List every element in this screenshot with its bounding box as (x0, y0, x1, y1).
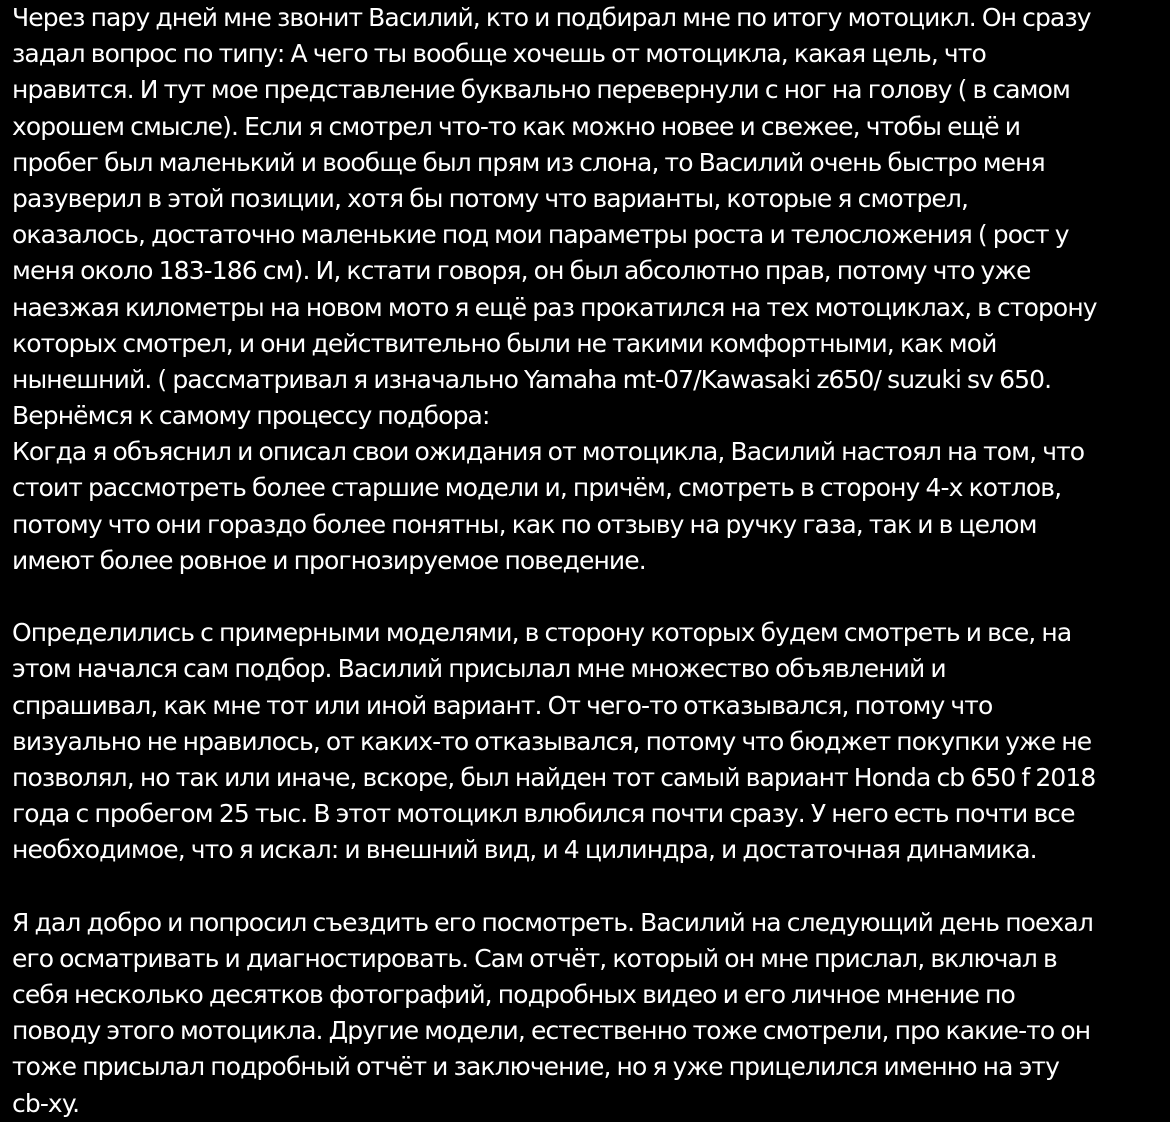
text-line: Вернёмся к самому процессу подбора: (12, 401, 490, 431)
text-line: задал вопрос по типу: А чего ты вообще хочешь от мотоцикла, какая цель, что (12, 39, 986, 69)
paragraph-gap (12, 579, 1164, 615)
text-line: пробег был маленький и вообще был прям из слона, то Василий очень быстро меня (12, 147, 1045, 177)
paragraph-gap (12, 869, 1164, 905)
text-line: поводу этого мотоцикла. Другие модели, естественно тоже смотрели, про какие-то он (12, 1016, 1091, 1046)
text-line: тоже присылал подробный отчёт и заключение, но я уже прицелился именно на эту (12, 1052, 1059, 1082)
text-line: необходимое, что я искал: и внешний вид, и 4 цилиндра, и достаточная динамика. (12, 835, 1037, 865)
text-line: позволял, но так или иначе, вскоре, был найден тот самый вариант Honda cb 650 f 2018 (12, 762, 1096, 792)
paragraph-2 (12, 615, 1164, 868)
text-line: Через пару дней мне звонит Василий, кто и подбирал мне по итогу мотоцикл. Он сразу (12, 3, 1091, 32)
text-line: Определились с примерными моделями, в сторону которых будем смотреть и все, на (12, 618, 1072, 648)
text-line: нравится. И тут мое представление буквально перевернули с ног на голову ( в самом (12, 75, 1070, 105)
paragraph-1 (12, 0, 1164, 579)
text-line: этом начался сам подбор. Василий присылал мне множество объявлений и (12, 654, 946, 684)
text-line: Когда я объяснил и описал свои ожидания от мотоцикла, Василий настоял на том, что (12, 437, 1085, 467)
text-line: имеют более ровное и прогнозируемое поведение. (12, 545, 646, 575)
text-line: спрашивал, как мне тот или иной вариант. От чего-то отказывался, потому что (12, 690, 993, 720)
text-line: разуверил в этой позиции, хотя бы потому что варианты, которые я смотрел, (12, 183, 969, 213)
text-line: стоит рассмотреть более старшие модели и, причём, смотреть в сторону 4-х котлов, (12, 473, 1062, 503)
text-line: нынешний. ( рассматривал я изначально Yamaha mt-07/Kawasaki z650/ suzuki sv 650. (12, 364, 1052, 394)
text-line: которых смотрел, и они действительно были не такими комфортными, как мой (12, 328, 997, 358)
text-line: оказалось, достаточно маленькие под мои параметры роста и телосложения ( рост у (12, 220, 1069, 250)
text-line: Я дал добро и попросил съездить его посмотреть. Василий на следующий день поехал (12, 907, 1093, 937)
paragraph-3 (12, 905, 1164, 1122)
text-line: себя несколько десятков фотографий, подробных видео и его личное мнение по (12, 980, 1015, 1010)
text-line: хорошем смысле). Если я смотрел что-то как можно новее и свежее, чтобы ещё и (12, 111, 1021, 141)
text-line: меня около 183-186 см). И, кстати говоря, он был абсолютно прав, потому что уже (12, 256, 1031, 286)
text-line: потому что они гораздо более понятны, как по отзыву на ручку газа, так и в целом (12, 509, 1037, 539)
text-line: cb-xy. (12, 1088, 80, 1118)
text-line: его осматривать и диагностировать. Сам отчёт, который он мне прислал, включал в (12, 943, 1057, 973)
text-line: визуально не нравилось, от каких-то отказывался, потому что бюджет покупки уже не (12, 726, 1092, 756)
text-line: наезжая километры на новом мото я ещё раз прокатился на тех мотоциклах, в сторону (12, 292, 1097, 322)
text-line: года с пробегом 25 тыс. В этот мотоцикл влюбился почти сразу. У него есть почти все (12, 799, 1075, 829)
